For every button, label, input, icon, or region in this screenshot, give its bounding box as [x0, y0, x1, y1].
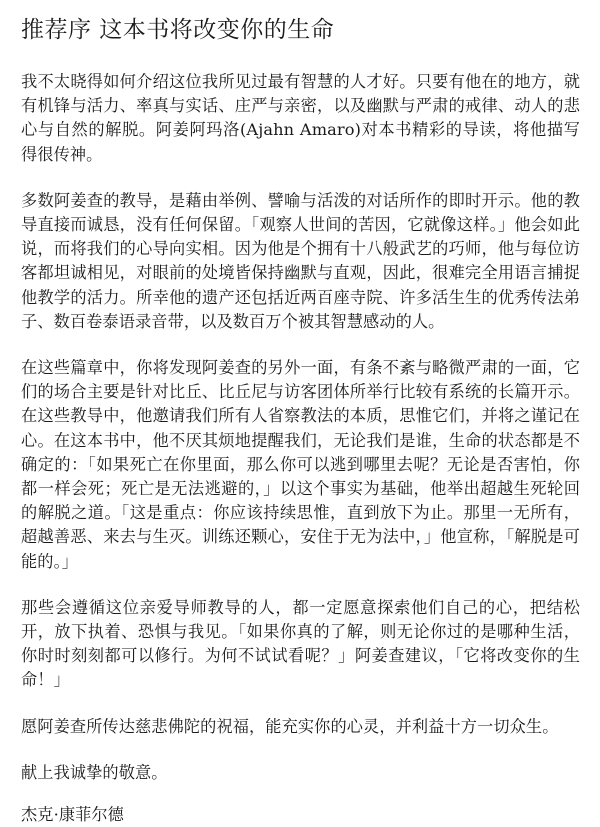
paragraph-followers: 那些会遵循这位亲爱导师教导的人，都一定愿意探索他们自己的心，把结松开，放下执着、恐惧与我见。「如果你真的了解，则无论你过的是哪种生活，你时时刻刻都可以修行。为何不试试看呢？」阿姜查建议，「它将改变你的生命！」: [21, 597, 580, 690]
paragraph-book-chapters: 在这些篇章中，你将发现阿姜查的另外一面，有条不紊与略微严肃的一面，它们的场合主要是针对比丘、比丘尼与访客团体所举行比较有系统的长篇开示。在这些教导中，他邀请我们所有人省察教法的本质，思惟它们，并将之谨记在心。在这本书中，他不厌其烦地提醒我们，无论我们是谁，生命的状态都是不确定的：「如果死亡在你里面，那么你可以逃到哪里去呢？无论是否害怕，你都一样会死；死亡是无法逃避的，」以这个事实为基础，他举出超越生死轮回的解脱之道。「这是重点：你应该持续思惟，直到放下为止。那里一无所有，超越善恶、来去与生灭。训练还颗心，安住于无为法中，」他宣称，「解脱是可能的。」: [21, 358, 580, 571]
author-signature: 杰克·康菲尔德: [21, 805, 124, 825]
paragraph-introduction: 我不太晓得如何介绍这位我所见过最有智慧的人才好。只要有他在的地方，就有机锋与活力、率真与实话、庄严与亲密，以及幽默与严肃的戒律、动人的悲心与自然的解脱。阿姜阿玛洛(Ajahn Amaro)对本书精彩的导读，将他描写得很传神。: [21, 72, 580, 164]
page-title: 推荐序 这本书将改变你的生命: [21, 17, 335, 43]
paragraph-teaching-style: 多数阿姜查的教导，是藉由举例、譬喻与活泼的对话所作的即时开示。他的教导直接而诚恳，没有任何保留。「观察人世间的苦因，它就像这样。」他会如此说，而将我们的心导向实相。因为他是个拥有十八般武艺的巧师，他与每位访客都坦诚相见，对眼前的处境皆保持幽默与直观，因此，很难完全用语言捕捉他教学的活力。所幸他的遗产还包括近两百座寺院、许多活生生的优秀传法弟子、数百卷泰语录音带，以及数百万个被其智慧感动的人。: [21, 190, 580, 331]
paragraph-blessing: 愿阿姜查所传达慈悲佛陀的祝福，能充实你的心灵，并利益十方一切众生。: [21, 716, 559, 736]
paragraph-regards: 献上我诚挚的敬意。: [21, 762, 168, 782]
